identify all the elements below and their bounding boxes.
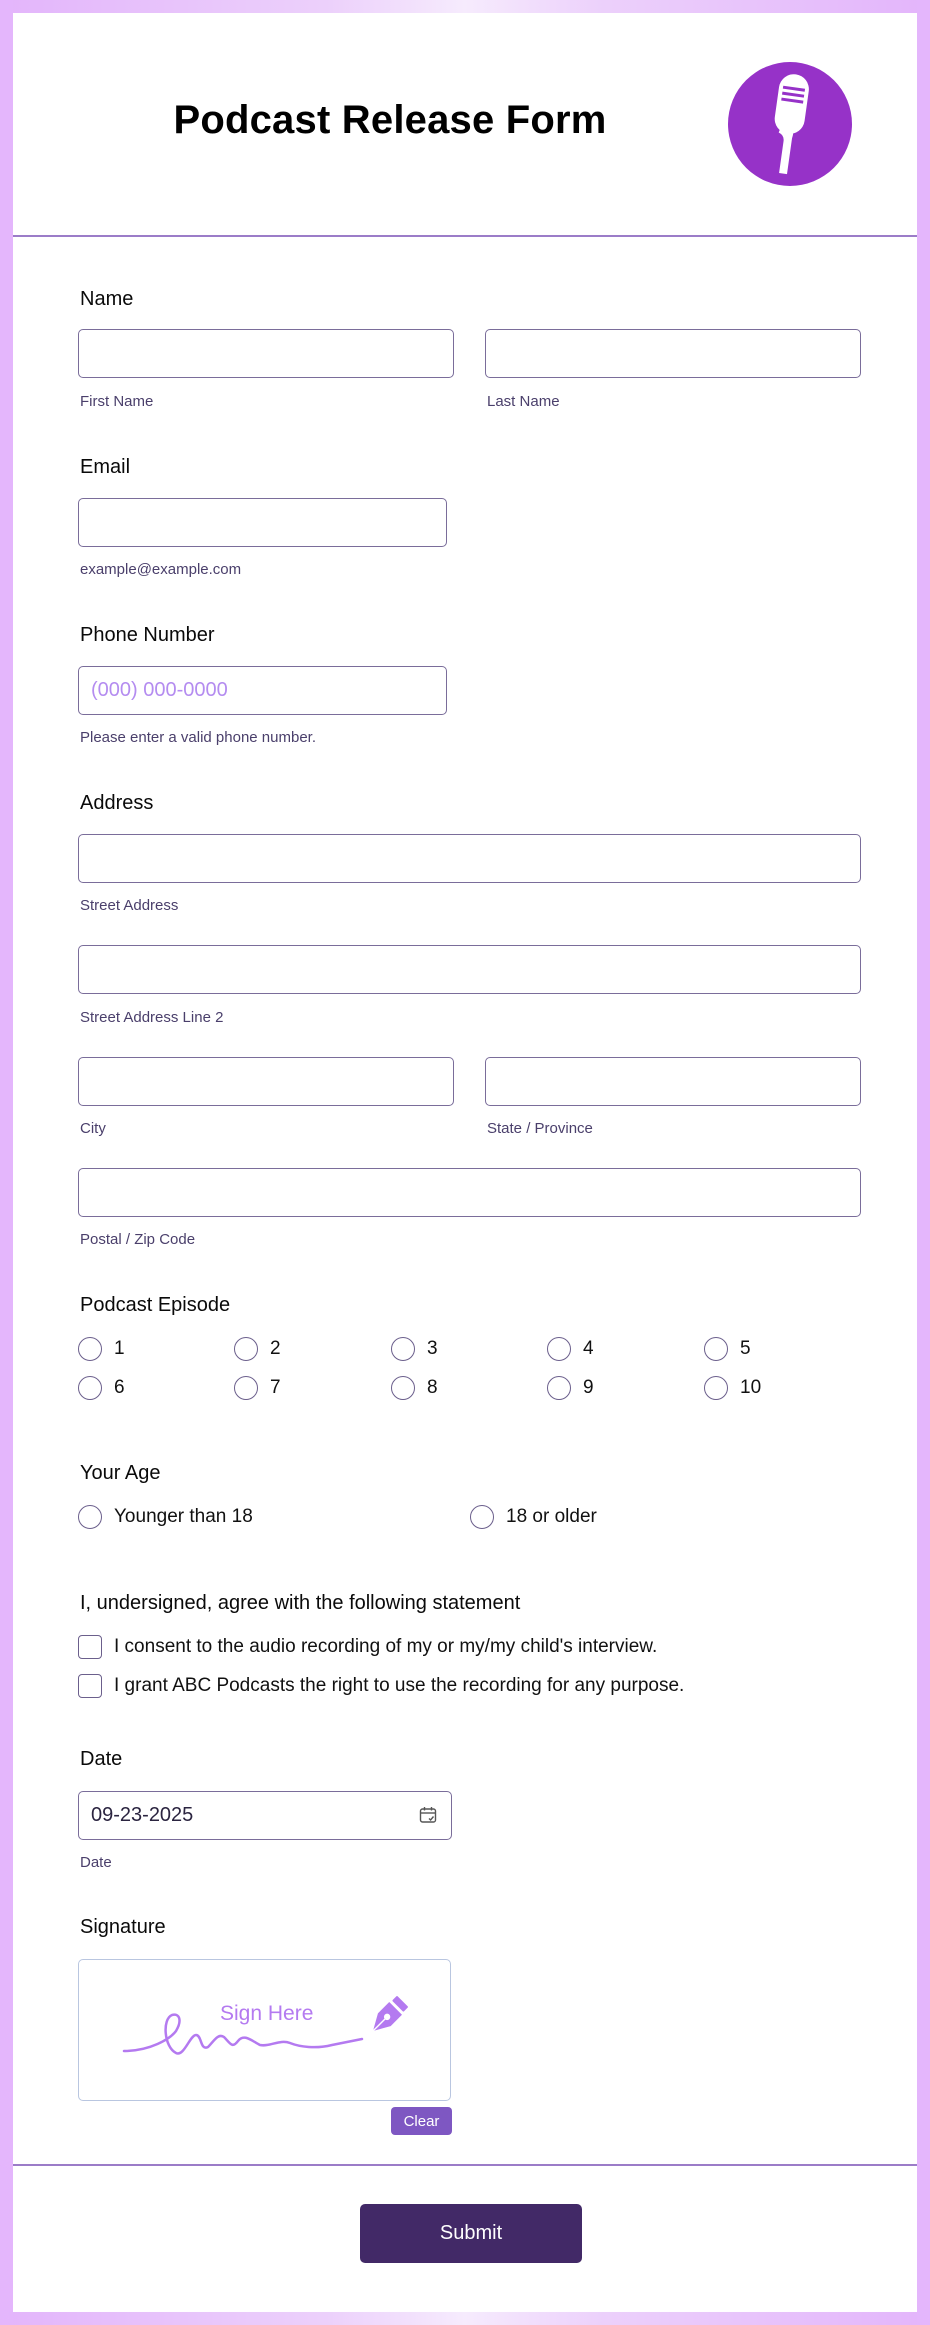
date-sublabel: Date: [80, 1854, 112, 1871]
city-input[interactable]: [78, 1057, 454, 1106]
episode-option-label: 9: [583, 1377, 594, 1398]
episode-option-label: 10: [740, 1377, 762, 1398]
email-label: Email: [80, 456, 131, 478]
grant-rights-label: I grant ABC Podcasts the right to use the recording for any purpose.: [114, 1675, 685, 1696]
episode-radio-1[interactable]: [78, 1337, 102, 1361]
city-sublabel: City: [80, 1120, 106, 1137]
page-title: Podcast Release Form: [173, 98, 607, 142]
episode-option-label: 2: [270, 1338, 281, 1359]
signature-placeholder: Sign Here: [220, 2002, 314, 2025]
street-address-line2-input[interactable]: [78, 945, 861, 994]
episode-radio-4[interactable]: [547, 1337, 571, 1361]
first-name-input[interactable]: [78, 329, 454, 378]
age-radio-18-or-older[interactable]: [470, 1505, 494, 1529]
age-label: Your Age: [80, 1462, 161, 1484]
age-radio-under-18[interactable]: [78, 1505, 102, 1529]
phone-sublabel: Please enter a valid phone number.: [80, 729, 316, 746]
clear-signature-button[interactable]: Clear: [391, 2107, 452, 2135]
date-label: Date: [80, 1748, 123, 1770]
age-option-label: Younger than 18: [114, 1506, 253, 1527]
episode-label: Podcast Episode: [80, 1294, 231, 1316]
microphone-icon: [728, 62, 852, 186]
date-input[interactable]: [78, 1791, 452, 1840]
age-option-label: 18 or older: [506, 1506, 597, 1527]
last-name-sublabel: Last Name: [487, 393, 560, 410]
episode-option-label: 5: [740, 1338, 751, 1359]
episode-radio-6[interactable]: [78, 1376, 102, 1400]
pen-nib-icon: [360, 1996, 410, 2042]
state-input[interactable]: [485, 1057, 861, 1106]
episode-radio-8[interactable]: [391, 1376, 415, 1400]
street-address-line2-sublabel: Street Address Line 2: [80, 1009, 224, 1026]
street-address-sublabel: Street Address: [80, 897, 179, 914]
agreement-label: I, undersigned, agree with the following statement: [80, 1592, 521, 1614]
episode-radio-9[interactable]: [547, 1376, 571, 1400]
episode-radio-5[interactable]: [704, 1337, 728, 1361]
address-label: Address: [80, 792, 154, 814]
page-frame-left: [0, 0, 13, 2325]
podcast-logo: [728, 62, 852, 186]
street-address-input[interactable]: [78, 834, 861, 883]
phone-placeholder: (000) 000-0000: [91, 679, 228, 701]
consent-recording-label: I consent to the audio recording of my or my/my child's interview.: [114, 1636, 658, 1657]
zip-sublabel: Postal / Zip Code: [80, 1231, 196, 1248]
date-value: 09-23-2025: [91, 1804, 194, 1826]
episode-option-label: 1: [114, 1338, 125, 1359]
grant-rights-checkbox[interactable]: [78, 1674, 102, 1698]
zip-input[interactable]: [78, 1168, 861, 1217]
episode-radio-10[interactable]: [704, 1376, 728, 1400]
header-divider: [13, 235, 917, 237]
name-label: Name: [80, 288, 134, 310]
last-name-input[interactable]: [485, 329, 861, 378]
episode-option-label: 8: [427, 1377, 438, 1398]
footer-divider: [13, 2164, 917, 2166]
email-sublabel: example@example.com: [80, 561, 242, 578]
calendar-icon[interactable]: [418, 1805, 438, 1825]
episode-option-label: 4: [583, 1338, 594, 1359]
episode-option-label: 3: [427, 1338, 438, 1359]
episode-radio-7[interactable]: [234, 1376, 258, 1400]
phone-label: Phone Number: [80, 624, 215, 646]
submit-button[interactable]: Submit: [360, 2204, 582, 2263]
episode-option-label: 6: [114, 1377, 125, 1398]
episode-radio-2[interactable]: [234, 1337, 258, 1361]
episode-radio-3[interactable]: [391, 1337, 415, 1361]
signature-label: Signature: [80, 1916, 166, 1938]
phone-input[interactable]: [78, 666, 447, 715]
email-input[interactable]: [78, 498, 447, 547]
first-name-sublabel: First Name: [80, 393, 154, 410]
episode-option-label: 7: [270, 1377, 281, 1398]
consent-recording-checkbox[interactable]: [78, 1635, 102, 1659]
page-frame-right: [917, 0, 930, 2325]
state-sublabel: State / Province: [487, 1120, 593, 1137]
